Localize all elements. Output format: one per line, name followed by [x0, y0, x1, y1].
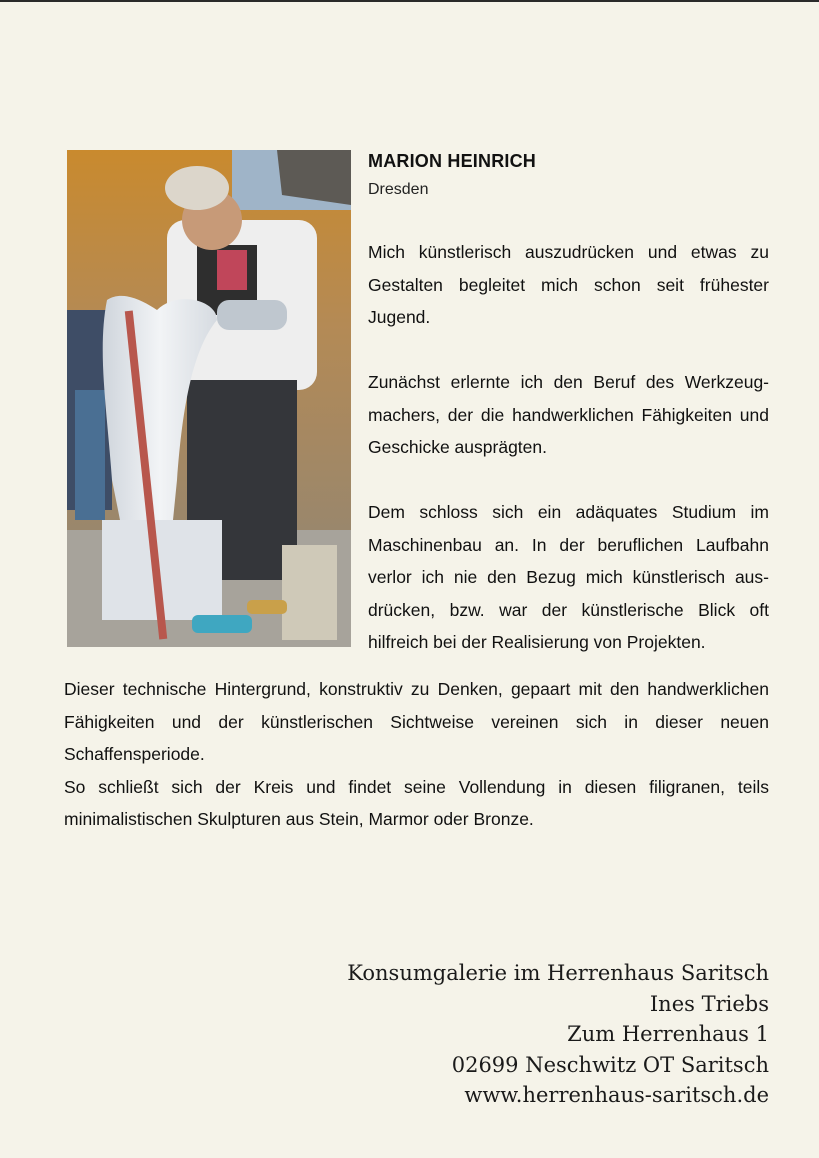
bio-paragraph: Zunächst erlernte ich den Beruf des Werkzeugmachers, der die handwerklichen Fähigkeiten und Geschicke ausprägten. — [368, 372, 769, 457]
bio-column-text — [368, 236, 769, 691]
bio-paragraph: Dem schloss sich ein adäquates Studium im Maschinenbau an. In der beruflichen Laufbahn verlor ich nie den Bezug mich künstlerisch ausdrücken, bzw. war der künstlerische Blick oft hilfreich bei der Realisierung von Projekten. — [368, 502, 769, 652]
artist-photo — [67, 150, 351, 647]
artist-name: MARION HEINRICH — [368, 151, 536, 171]
gallery-name: Konsumgalerie im Herrenhaus Saritsch — [347, 961, 769, 985]
artist-city: Dresden — [368, 181, 429, 198]
contact-person: Ines Triebs — [649, 991, 769, 1016]
postal-city: 02699 Neschwitz OT Saritsch — [451, 1052, 769, 1077]
gallery-address — [347, 958, 769, 1111]
bio-full-width-text — [64, 673, 769, 836]
bio-paragraph: So schließt sich der Kreis und findet seine Vollendung in diesen filigranen, teils minimalistischen Skulpturen aus Stein, Marmor oder Bronze. — [64, 776, 769, 829]
website-link[interactable]: www.herrenhaus-saritsch.de — [464, 1083, 769, 1107]
bio-paragraph: Mich künstlerisch auszudrücken und etwas zu Gestalten begleitet mich schon seit frühester Jugend. — [368, 242, 769, 327]
bio-paragraph: Dieser technische Hintergrund, konstruktiv zu Denken, gepaart mit den handwerklichen Fähigkeiten und der künstlerischen Sichtweise vereinen sich in dieser neuen Schaffensperiode. — [64, 679, 769, 764]
street-address: Zum Herrenhaus 1 — [567, 1022, 769, 1046]
top-border-line — [0, 0, 819, 2]
